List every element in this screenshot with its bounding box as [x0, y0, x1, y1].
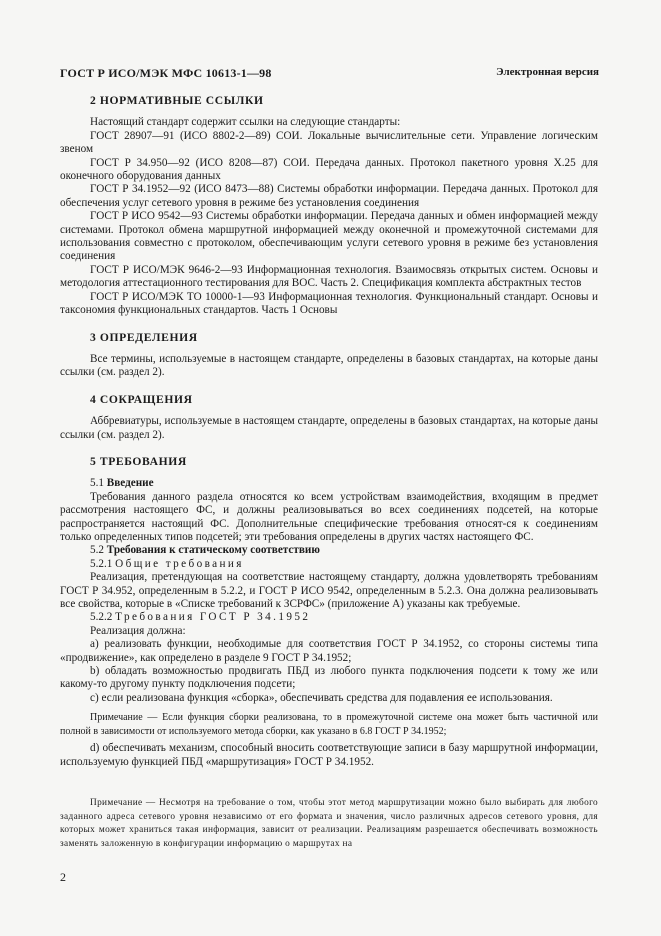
subsection-number: 5.2.2 — [90, 611, 113, 624]
page-body — [60, 94, 598, 769]
subsection-number: 5.1 — [90, 477, 104, 490]
note-paragraph: Примечание — Если функция сборки реализована, то в промежуточной системе она может быть частичной или полной в зависимости от используемого метода сборки, как указано в 6.8 ГОСТ Р 34.1952; — [60, 712, 598, 737]
subsection-5-1-heading — [60, 477, 598, 490]
footnote-paragraph: Примечание — Несмотря на требование о том, чтобы этот метод маршрутизации можно было выбирать для любого заданного адреса сетевого уровня независимо от его формата и значения, число различных адресов сетевого уровня, для которых может храниться такая информация, зависит от реализации. Реализациям разрешается обеспечивать возможность заменять заложенную в конфигурации информацию о маршрутах на — [60, 798, 598, 849]
reference-item: ГОСТ 28907—91 (ИСО 8802-2—89) СОИ. Локальные вычислительные сети. Управление логическим звеном — [60, 129, 598, 156]
section-heading-5: 5 ТРЕБОВАНИЯ — [90, 454, 187, 468]
section-2-intro: Настоящий стандарт содержит ссылки на следующие стандарты: — [90, 116, 401, 129]
subsection-5-1-text: Требования данного раздела относятся ко всем устройствам взаимодействия, входящим в предмет рассмотрения настоящего ФС, и должны реализовываться во всех соединениях подсетей, на которые распространяется настоящий ФС. Дополнительные специфические требования относят-ся к соединениям только определенных типов подсетей; эти требования определены в других частях настоящего ФС. — [60, 490, 598, 543]
reference-item: ГОСТ Р 34.1952—92 (ИСО 8473—88) Системы обработки информации. Передача данных. Протокол для обеспечения услуг сетевого уровня в режиме без установления соединения — [60, 183, 598, 209]
subsection-title: Введение — [106, 477, 154, 490]
running-header-version: Электронная версия — [496, 66, 599, 78]
list-item: c) если реализована функция «сборка», обеспечивать средства для подавления ее использования. — [90, 691, 553, 704]
list-item: b) обладать возможностью продвигать ПБД из любого пункта подключения подсети к тому же или какому-то другому пункту подключения подсети; — [60, 665, 598, 691]
page-number: 2 — [60, 870, 66, 884]
subsection-title: Требования ГОСТ Р 34.1952 — [115, 611, 311, 624]
section-heading-3: 3 ОПРЕДЕЛЕНИЯ — [90, 330, 198, 344]
section-heading-2: 2 НОРМАТИВНЫЕ ССЫЛКИ — [90, 94, 264, 107]
subsection-title: Общие требования — [115, 557, 244, 570]
reference-item: ГОСТ Р ИСО/МЭК ТО 10000-1—93 Информационная технология. Функциональный стандарт. Основы и таксономия функциональных стандартов. Часть 1 Основы — [60, 290, 598, 317]
subsection-5-2-1-text: Реализация, претендующая на соответствие настоящему стандарту, должна удовлетворять требованиям ГОСТ Р 34.952, определенным в 5.2.2, и ГОСТ Р ИСО 9542, определенным в 5.2.3. Она должна реализовывать все свойства, которые в «Списке требований к ЗСРФС» (приложение А) указаны как требуемые. — [60, 571, 598, 610]
reference-item: ГОСТ Р 34.950—92 (ИСО 8208—87) СОИ. Передача данных. Протокол пакетного уровня Х.25 для оконечного оборудования данных — [60, 156, 598, 183]
subsection-5-2-heading — [60, 544, 598, 557]
reference-item: ГОСТ Р ИСО 9542—93 Системы обработки информации. Передача данных и обмен информацией между системами. Протокол обмена маршрутной информацией между оконечной и промежуточной системами для использования совместно с протоколом, обеспечивающим услуги сетевого уровня в режиме без установления соединения — [60, 210, 598, 263]
subsection-title: Требования к статическому соответствию — [106, 544, 320, 557]
subsection-5-2-2-intro: Реализация должна: — [90, 624, 186, 637]
section-4-text: Аббревиатуры, используемые в настоящем стандарте, определены в базовых стандартах, на которые даны ссылки (см. раздел 2). — [60, 415, 598, 441]
list-item: d) обеспечивать механизм, способный вносить соответствующие записи в базу маршрутной информации, используемую функцией ПБД «маршрутизация» ГОСТ Р 34.1952. — [60, 742, 598, 768]
section-3-text: Все термины, используемые в настоящем стандарте, определены в базовых стандартах, на которые даны ссылки (см. раздел 2). — [60, 352, 598, 379]
section-heading-4: 4 СОКРАЩЕНИЯ — [90, 392, 193, 406]
reference-item: ГОСТ Р ИСО/МЭК 9646-2—93 Информационная технология. Взаимосвязь открытых систем. Основы и методология аттестационного тестирования для ВОС. Часть 2. Спецификация комплекта абстрактных тестов — [60, 263, 598, 290]
subsection-number: 5.2 — [90, 544, 104, 557]
subsection-5-2-2-heading — [60, 611, 598, 624]
list-item: a) реализовать функции, необходимые для соответствия ГОСТ Р 34.1952, со стороны системы типа «продвижение», как определено в разделе 9 ГОСТ Р 34.1952; — [60, 638, 598, 664]
subsection-number: 5.2.1 — [90, 557, 113, 570]
running-header-title: ГОСТ Р ИСО/МЭК МФС 10613-1—98 — [60, 66, 272, 80]
subsection-5-2-1-heading — [60, 558, 598, 571]
